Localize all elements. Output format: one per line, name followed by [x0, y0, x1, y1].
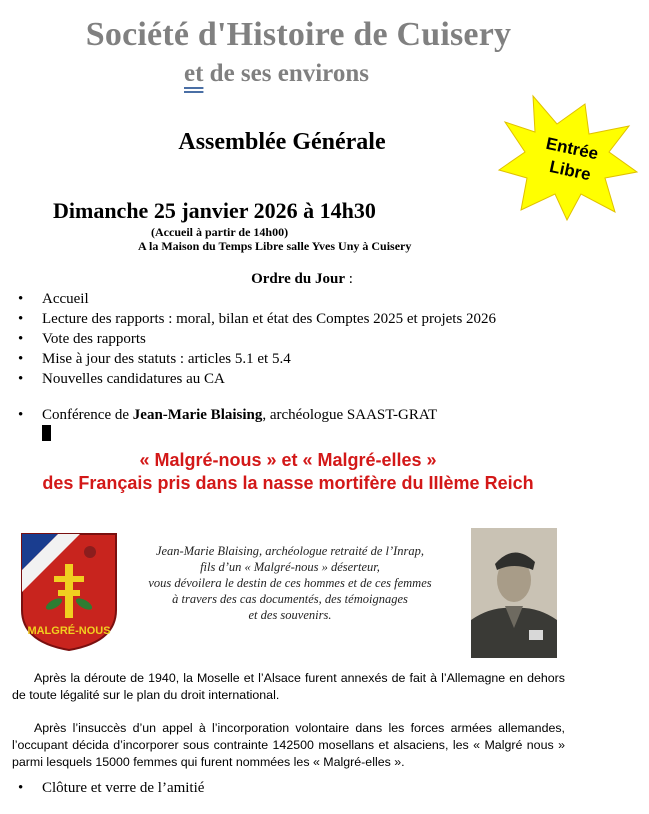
- text-cursor: [42, 425, 51, 441]
- talk-title-line1: « Malgré-nous » et « Malgré-elles »: [139, 450, 437, 470]
- badge-line1: Entrée: [544, 133, 601, 164]
- talk-title-line2: des Français pris dans la nasse mortifère du IIIème Reich: [42, 473, 534, 493]
- page-subtitle: [184, 60, 369, 88]
- speaker-name: Jean-Marie Blaising: [132, 407, 263, 423]
- closing-item: Clôture et verre de l’amitié: [42, 780, 205, 796]
- entree-libre-badge: [497, 94, 639, 222]
- star-burst-icon: [499, 96, 637, 220]
- soldier-portrait-photo: [471, 528, 557, 658]
- bullet-icon: •: [18, 407, 24, 423]
- list-item: • Nouvelles candidatures au CA: [0, 369, 496, 389]
- speaker-bio: Jean-Marie Blaising, archéologue retraité de l’Inrap, fils d’un « Malgré-nous » déserteur, vous dévoilera le destin de ces hommes et de ces femmes à travers des cas documentés, des témoignages et des souvenirs.: [148, 544, 432, 622]
- agenda-list: [0, 289, 496, 389]
- list-item: • Vote des rapports: [0, 329, 496, 349]
- malgre-nous-shield-image: [18, 530, 120, 652]
- subtitle-et: et: [184, 60, 204, 87]
- event-welcome-time: (Accueil à partir de 14h00): [151, 225, 289, 239]
- event-location: A la Maison du Temps Libre salle Yves Uny à Cuisery: [138, 239, 412, 253]
- subtitle-rest: de ses environs: [203, 60, 369, 87]
- list-item: • Mise à jour des statuts : articles 5.1 et 5.4: [0, 349, 496, 369]
- list-item: • Accueil: [0, 289, 496, 309]
- event-heading: Assemblée Générale: [178, 129, 386, 155]
- page-title: Société d'Histoire de Cuisery: [85, 16, 512, 53]
- shield-label: MALGRÉ-NOUS: [27, 625, 111, 637]
- history-paragraph-2: Après l’insuccès d’un appel à l’incorporation volontaire dans les forces armées allemandes, l’occupant décida d’incorporer sous contrainte 142500 mosellans et alsaciens, les « Malgré nous » parmi lesquels 15000 femmes qui furent nommées les « Malgré-elles ».: [12, 721, 565, 769]
- bullet-icon: •: [18, 780, 24, 796]
- agenda-title: Ordre du Jour :: [251, 271, 353, 287]
- badge-line2: Libre: [547, 157, 593, 185]
- conference-item: Conférence de Jean-Marie Blaising, archéologue SAAST-GRAT: [42, 407, 438, 423]
- list-item: • Lecture des rapports : moral, bilan et état des Comptes 2025 et projets 2026: [0, 309, 496, 329]
- event-date: Dimanche 25 janvier 2026 à 14h30: [53, 198, 376, 223]
- history-paragraph-1: Après la déroute de 1940, la Moselle et l’Alsace furent annexés de fait à l’Allemagne en dehors de toute légalité sur le plan du droit international.: [12, 671, 565, 702]
